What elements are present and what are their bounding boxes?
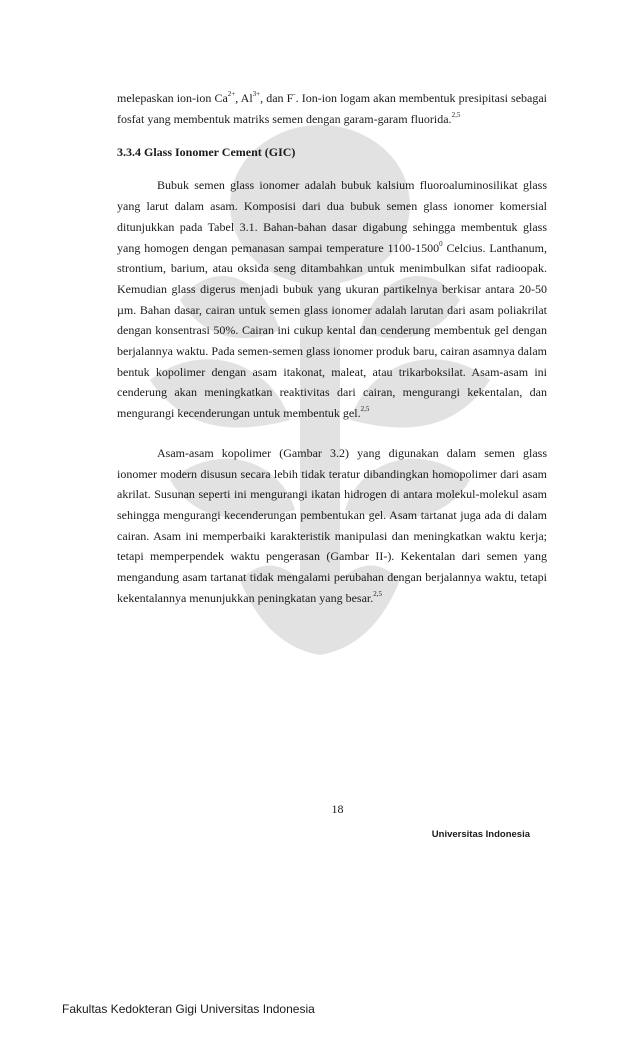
continuation-paragraph <box>117 88 547 129</box>
page-body <box>117 88 547 608</box>
superscript-degree: 0 <box>439 239 443 248</box>
faculty-footer: Fakultas Kedokteran Gigi Universitas Indonesia <box>62 1002 315 1016</box>
text-segment: melepaskan ion-ion Ca <box>117 91 228 105</box>
text-segment: . Ion-ion logam akan membentuk presipitasi sebagai fosfat yang membentuk matriks semen dengan garam-garam fluorida. <box>117 91 548 126</box>
superscript-charge: 3+ <box>252 90 261 98</box>
text-segment: , Al <box>235 91 253 105</box>
university-footer: Universitas Indonesia <box>431 829 530 840</box>
page-number: 18 <box>331 802 344 816</box>
paragraph-gic-powder <box>117 175 547 423</box>
text-segment: Bubuk semen glass ionomer adalah bubuk kalsium fluoroaluminosilikat glass yang larut dalam asam. Komposisi dari dua bubuk semen glass ionomer komersial ditunjukkan pada Tabel 3.1. Bahan-bahan dasar digabung sehingga membentuk glass yang homogen dengan pemanasan sampai temperature 1100-1500 <box>117 178 547 255</box>
section-heading: 3.3.4 Glass Ionomer Cement (GIC) <box>117 145 296 160</box>
superscript-charge: 2+ <box>227 90 236 98</box>
text-segment: Asam-asam kopolimer (Gambar 3.2) yang digunakan dalam semen glass ionomer modern disusun secara lebih tidak teratur dibandingkan homopolimer dari asam akrilat. Susunan seperti ini mengurangi ikatan hidrogen di antara molekul-molekul asam sehingga mengurangi kecenderungan pembentukan gel. Asam tartanat juga ada di dalam cairan. Asam ini memperbaiki karakteristik manipulasi dan meningkatkan waktu kerja; tetapi memperpendek waktu pengerasan (Gambar II-). Kekentalan dari semen yang mengandung asam tartanat tidak mengalami perubahan dengan berjalannya waktu, tetapi kekentalannya menunjukkan peningkatan yang besar. <box>117 445 547 605</box>
text-segment: Celcius. Lanthanum, strontium, barium, atau oksida seng ditambahkan untuk menimbulkan sifat radioopak. Kemudian glass digerus menjadi bubuk yang ukuran partikelnya berkisar antara 20-50 µm. Bahan dasar, cairan untuk semen glass ionomer adalah larutan dari asam poliakrilat dengan konsentrasi 50%. Cairan ini cukup kental dan cenderung membentuk gel dengan berjalannya waktu. Pada semen-semen glass ionomer produk baru, cairan asamnya dalam bentuk kopolimer dengan asam itakonat, maleat, atau trikarboksilat. Asam-asam ini cenderung akan meningkatkan reaktivitas dari cairan, mengurangi kekentalan, dan mengurangi kecenderungan untuk membentuk gel. <box>117 240 547 421</box>
paragraph-copolymer-acids <box>117 443 547 609</box>
reference-superscript: 2,5 <box>373 589 382 598</box>
text-segment: , dan F <box>260 91 294 105</box>
reference-superscript: 2,5 <box>451 110 461 119</box>
reference-superscript: 2,5 <box>360 405 370 414</box>
superscript-charge: - <box>293 90 296 98</box>
